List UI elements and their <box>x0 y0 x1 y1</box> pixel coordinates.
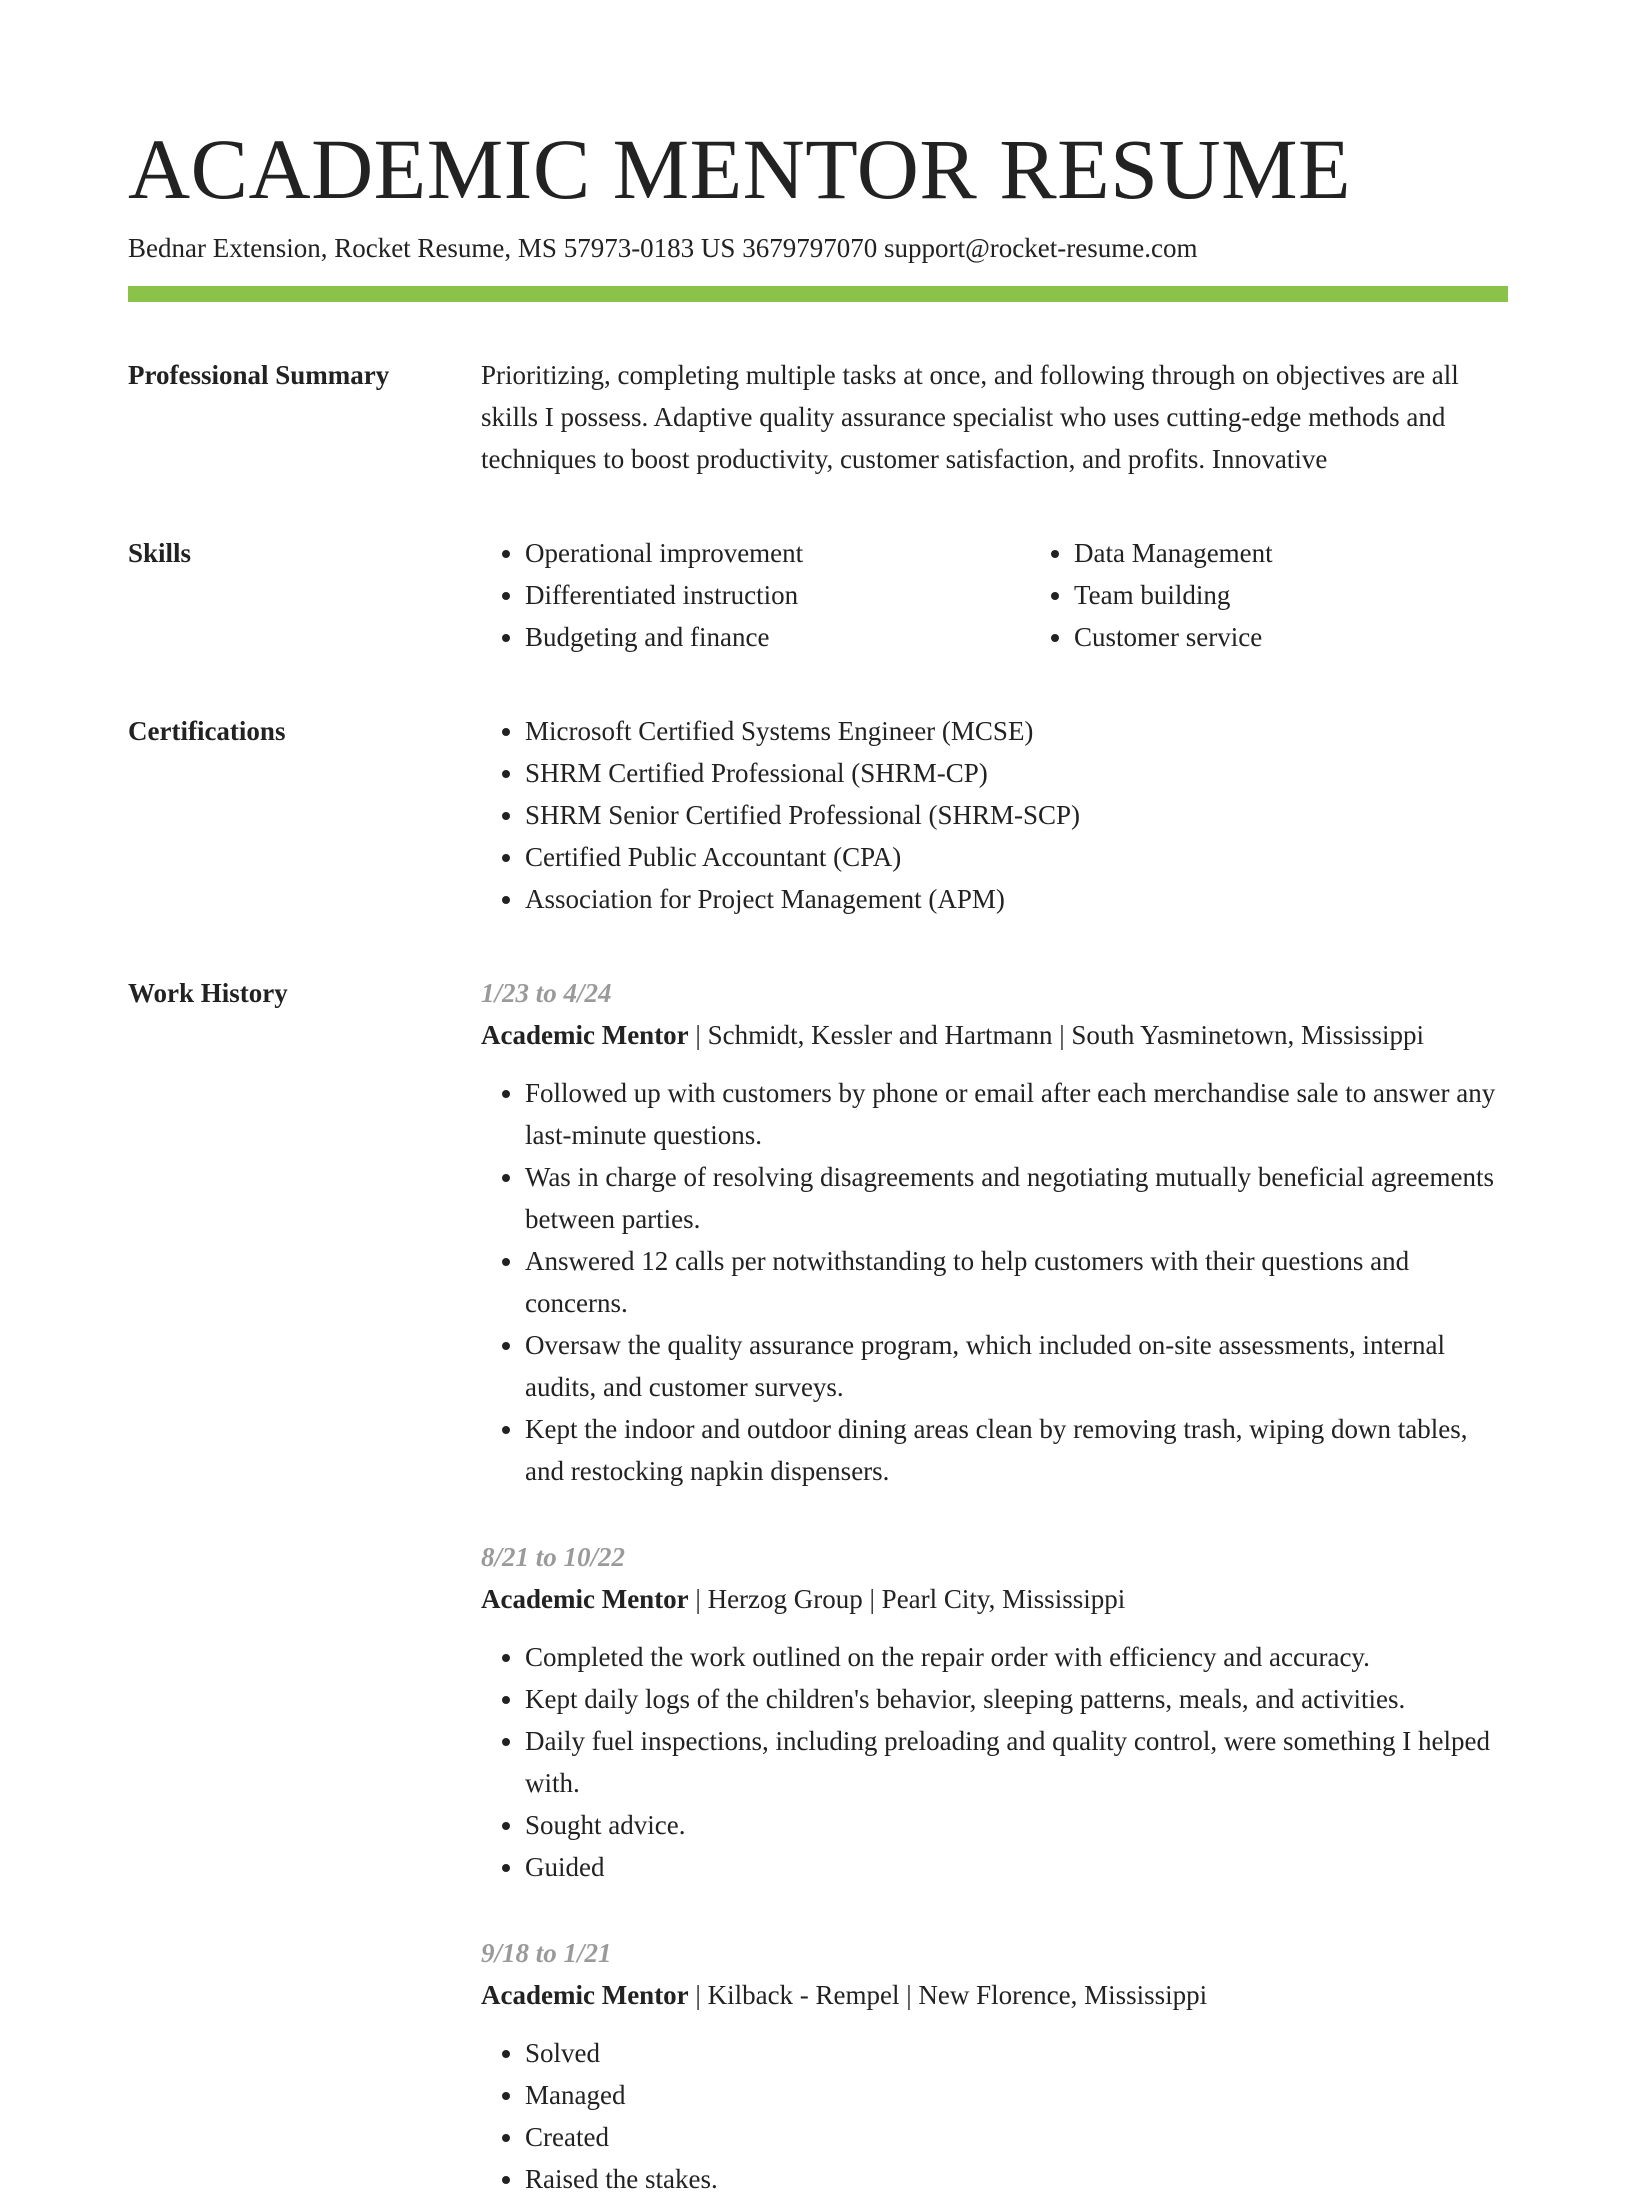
section-label-certifications: Certifications <box>128 715 286 746</box>
section-label-skills: Skills <box>128 537 192 568</box>
job-bullet: • Managed <box>525 2074 1508 2116</box>
job-dates: 8/21 to 10/22 <box>481 1541 626 1572</box>
summary-section <box>128 354 1508 480</box>
job-bullet: • Answered 12 calls per notwithstanding to help customers with their questions and concerns. <box>525 1240 1508 1324</box>
accent-divider <box>128 286 1508 302</box>
skills-section <box>128 532 1508 658</box>
skills-list-left <box>481 532 1030 658</box>
job-heading <box>481 1578 1508 1620</box>
certifications-section <box>128 710 1508 920</box>
summary-text: Prioritizing, completing multiple tasks at once, and following through on objectives are all skills I possess. Adaptive quality assurance specialist who uses cutting-edge methods and techniques to boost productivity, customer satisfaction, and profits. Innovative <box>481 359 1459 474</box>
job-bullet: • Followed up with customers by phone or email after each merchandise sale to answer any last-minute questions. <box>525 1072 1508 1156</box>
job-details: | Herzog Group | Pearl City, Mississippi <box>688 1583 1126 1614</box>
job-bullet: • Kept the indoor and outdoor dining areas clean by removing trash, wiping down tables, and restocking napkin dispensers. <box>525 1408 1508 1492</box>
skill-item: • Team building <box>1074 574 1579 616</box>
job-entry <box>481 972 1508 1492</box>
skill-item: • Operational improvement <box>525 532 1030 574</box>
job-details: | Kilback - Rempel | New Florence, Mississippi <box>688 1979 1208 2010</box>
job-bullet: • Oversaw the quality assurance program, which included on-site assessments, internal audits, and customer surveys. <box>525 1324 1508 1408</box>
job-bullets <box>481 1072 1508 1492</box>
work-history-section <box>128 972 1508 2200</box>
certification-item: • Association for Project Management (APM) <box>525 878 1508 920</box>
job-bullet: • Daily fuel inspections, including preloading and quality control, were something I helped with. <box>525 1720 1508 1804</box>
job-heading <box>481 1014 1508 1056</box>
skill-item: • Differentiated instruction <box>525 574 1030 616</box>
job-heading <box>481 1974 1508 2016</box>
job-bullet: • Was in charge of resolving disagreements and negotiating mutually beneficial agreements between parties. <box>525 1156 1508 1240</box>
section-label-work-history: Work History <box>128 977 288 1008</box>
job-title: Academic Mentor <box>481 1583 689 1614</box>
section-label-summary: Professional Summary <box>128 359 390 390</box>
job-entry <box>481 1536 1508 1888</box>
job-bullet: • Completed the work outlined on the repair order with efficiency and accuracy. <box>525 1636 1508 1678</box>
job-bullet: • Kept daily logs of the children's behavior, sleeping patterns, meals, and activities. <box>525 1678 1508 1720</box>
job-title: Academic Mentor <box>481 1979 689 2010</box>
certifications-list <box>481 710 1508 920</box>
job-bullet: • Raised the stakes. <box>525 2158 1508 2200</box>
skill-item: • Data Management <box>1074 532 1579 574</box>
resume-page <box>128 110 1508 2200</box>
job-title: Academic Mentor <box>481 1019 689 1050</box>
skills-list-right <box>1030 532 1579 658</box>
certification-item: • Certified Public Accountant (CPA) <box>525 836 1508 878</box>
certification-item: • Microsoft Certified Systems Engineer (MCSE) <box>525 710 1508 752</box>
skill-item: • Customer service <box>1074 616 1579 658</box>
skill-item: • Budgeting and finance <box>525 616 1030 658</box>
job-dates: 1/23 to 4/24 <box>481 977 612 1008</box>
job-bullets <box>481 1636 1508 1888</box>
contact-line: Bednar Extension, Rocket Resume, MS 57973-0183 US 3679797070 support@rocket-resume.com <box>128 232 1198 263</box>
job-entry <box>481 1932 1508 2200</box>
job-bullet: • Sought advice. <box>525 1804 1508 1846</box>
job-details: | Schmidt, Kessler and Hartmann | South Yasminetown, Mississippi <box>688 1019 1424 1050</box>
resume-title: ACADEMIC MENTOR RESUME <box>128 121 1352 217</box>
job-bullet: • Created <box>525 2116 1508 2158</box>
certification-item: • SHRM Senior Certified Professional (SHRM-SCP) <box>525 794 1508 836</box>
job-dates: 9/18 to 1/21 <box>481 1937 612 1968</box>
job-bullets <box>481 2032 1508 2200</box>
certification-item: • SHRM Certified Professional (SHRM-CP) <box>525 752 1508 794</box>
job-bullet: • Guided <box>525 1846 1508 1888</box>
job-bullet: • Solved <box>525 2032 1508 2074</box>
